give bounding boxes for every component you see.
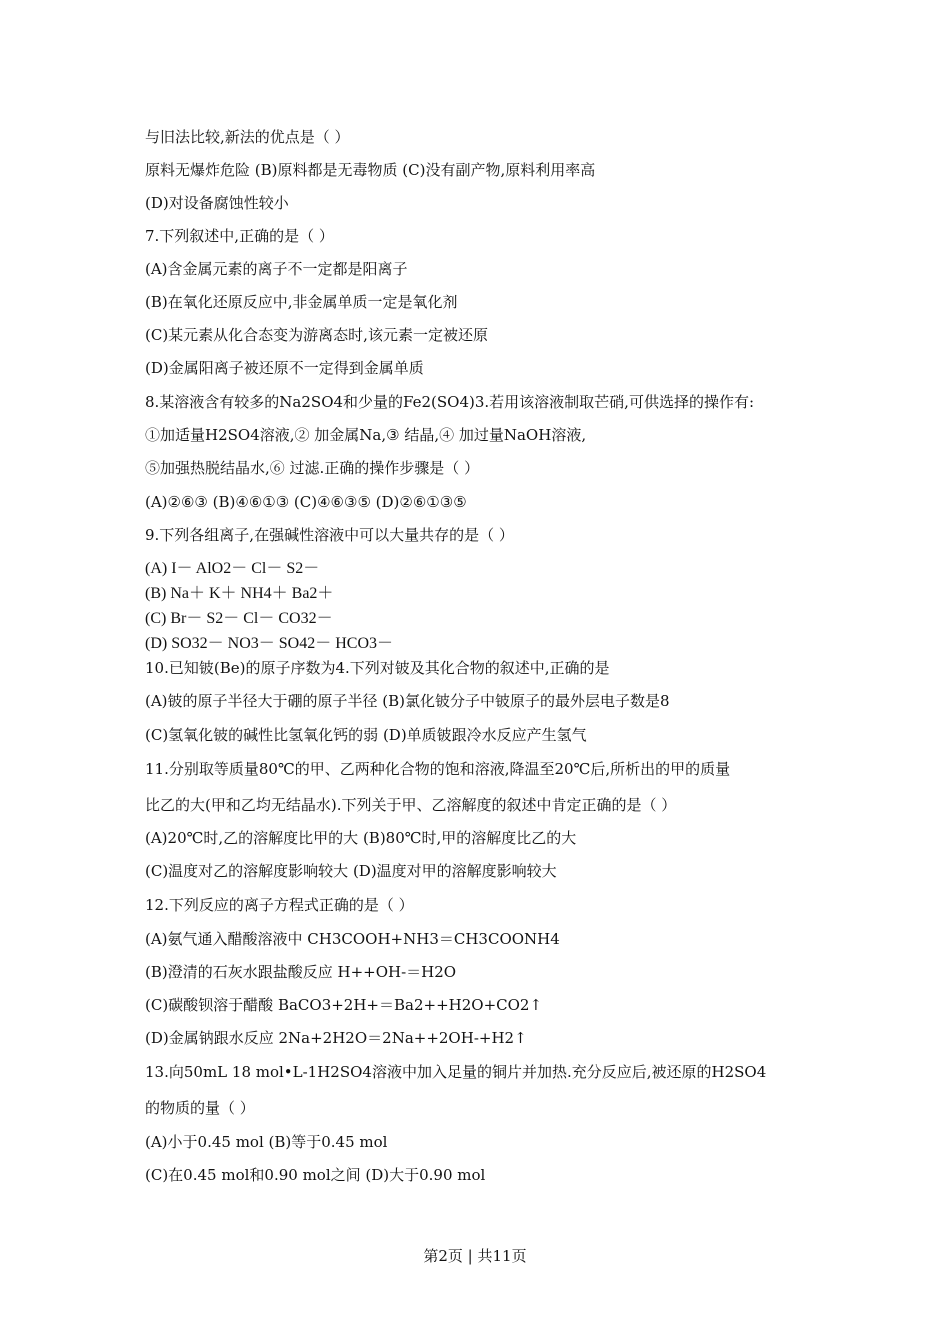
text-line: ⑤加强热脱结晶水,⑥ 过滤.正确的操作步骤是（ ）: [145, 459, 480, 477]
options-line: (A)②⑥③ (B)④⑥①③ (C)④⑥③⑤ (D)②⑥①③⑤: [145, 493, 467, 511]
question-11-stem: 11.分别取等质量80℃的甲、乙两种化合物的饱和溶液,降温至20℃后,所析出的甲的质量: [145, 760, 731, 778]
option-b: (B)在氧化还原反应中,非金属单质一定是氧化剂: [145, 293, 458, 311]
option-b: (B) Na＋ K＋ NH4＋ Ba2＋: [145, 585, 334, 602]
option-c: (C)某元素从化合态变为游离态时,该元素一定被还原: [145, 326, 488, 344]
text-line: (D)对设备腐蚀性较小: [145, 194, 289, 212]
text-line: ①加适量H2SO4溶液,② 加金属Na,③ 结晶,④ 加过量NaOH溶液,: [145, 426, 587, 444]
question-10-stem: 10.已知铍(Be)的原子序数为4.下列对铍及其化合物的叙述中,正确的是: [145, 659, 610, 677]
options-line: (A)小于0.45 mol (B)等于0.45 mol: [145, 1133, 388, 1151]
text-line: 的物质的量（ ）: [145, 1099, 255, 1117]
question-8-stem: 8.某溶液含有较多的Na2SO4和少量的Fe2(SO4)3.若用该溶液制取芒硝,可供选择的操作有:: [145, 393, 755, 411]
question-9-stem: 9.下列各组离子,在强碱性溶液中可以大量共存的是（ ）: [145, 526, 514, 544]
option-d: (D) SO32－ NO3－ SO42－ HCO3－: [145, 635, 394, 652]
page-footer: 第2页 | 共11页: [423, 1247, 527, 1265]
question-13-stem: 13.向50mL 18 mol•L-1H2SO4溶液中加入足量的铜片并加热.充分反应后,被还原的H2SO4: [145, 1063, 767, 1081]
option-d: (D)金属钠跟水反应 2Na+2H2O＝2Na++2OH-+H2↑: [145, 1029, 527, 1047]
options-line: (A)铍的原子半径大于硼的原子半径 (B)氯化铍分子中铍原子的最外层电子数是8: [145, 692, 670, 710]
option-a: (A)含金属元素的离子不一定都是阳离子: [145, 260, 408, 278]
option-b: (B)澄清的石灰水跟盐酸反应 H++OH-＝H2O: [145, 963, 457, 981]
option-c: (C) Br－ S2－ Cl－ CO32－: [145, 610, 333, 627]
text-line: 比乙的大(甲和乙均无结晶水).下列关于甲、乙溶解度的叙述中肯定正确的是（ ）: [145, 796, 677, 814]
option-c: (C)碳酸钡溶于醋酸 BaCO3+2H+＝Ba2++H2O+CO2↑: [145, 996, 543, 1014]
options-line: (C)温度对乙的溶解度影响较大 (D)温度对甲的溶解度影响较大: [145, 862, 557, 880]
option-a: (A)氨气通入醋酸溶液中 CH3COOH+NH3＝CH3COONH4: [145, 930, 560, 948]
text-line: 与旧法比较,新法的优点是（ ）: [145, 128, 350, 146]
question-7-stem: 7.下列叙述中,正确的是（ ）: [145, 227, 334, 245]
options-line: (A)20℃时,乙的溶解度比甲的大 (B)80℃时,甲的溶解度比乙的大: [145, 829, 577, 847]
question-12-stem: 12.下列反应的离子方程式正确的是（ ）: [145, 896, 414, 914]
option-a: (A) I－ AlO2－ Cl－ S2－: [145, 560, 320, 577]
option-d: (D)金属阳离子被还原不一定得到金属单质: [145, 359, 424, 377]
options-line: (C)氢氧化铍的碱性比氢氧化钙的弱 (D)单质铍跟冷水反应产生氢气: [145, 726, 587, 744]
text-line: 原料无爆炸危险 (B)原料都是无毒物质 (C)没有副产物,原料利用率高: [145, 161, 596, 179]
options-line: (C)在0.45 mol和0.90 mol之间 (D)大于0.90 mol: [145, 1166, 486, 1184]
